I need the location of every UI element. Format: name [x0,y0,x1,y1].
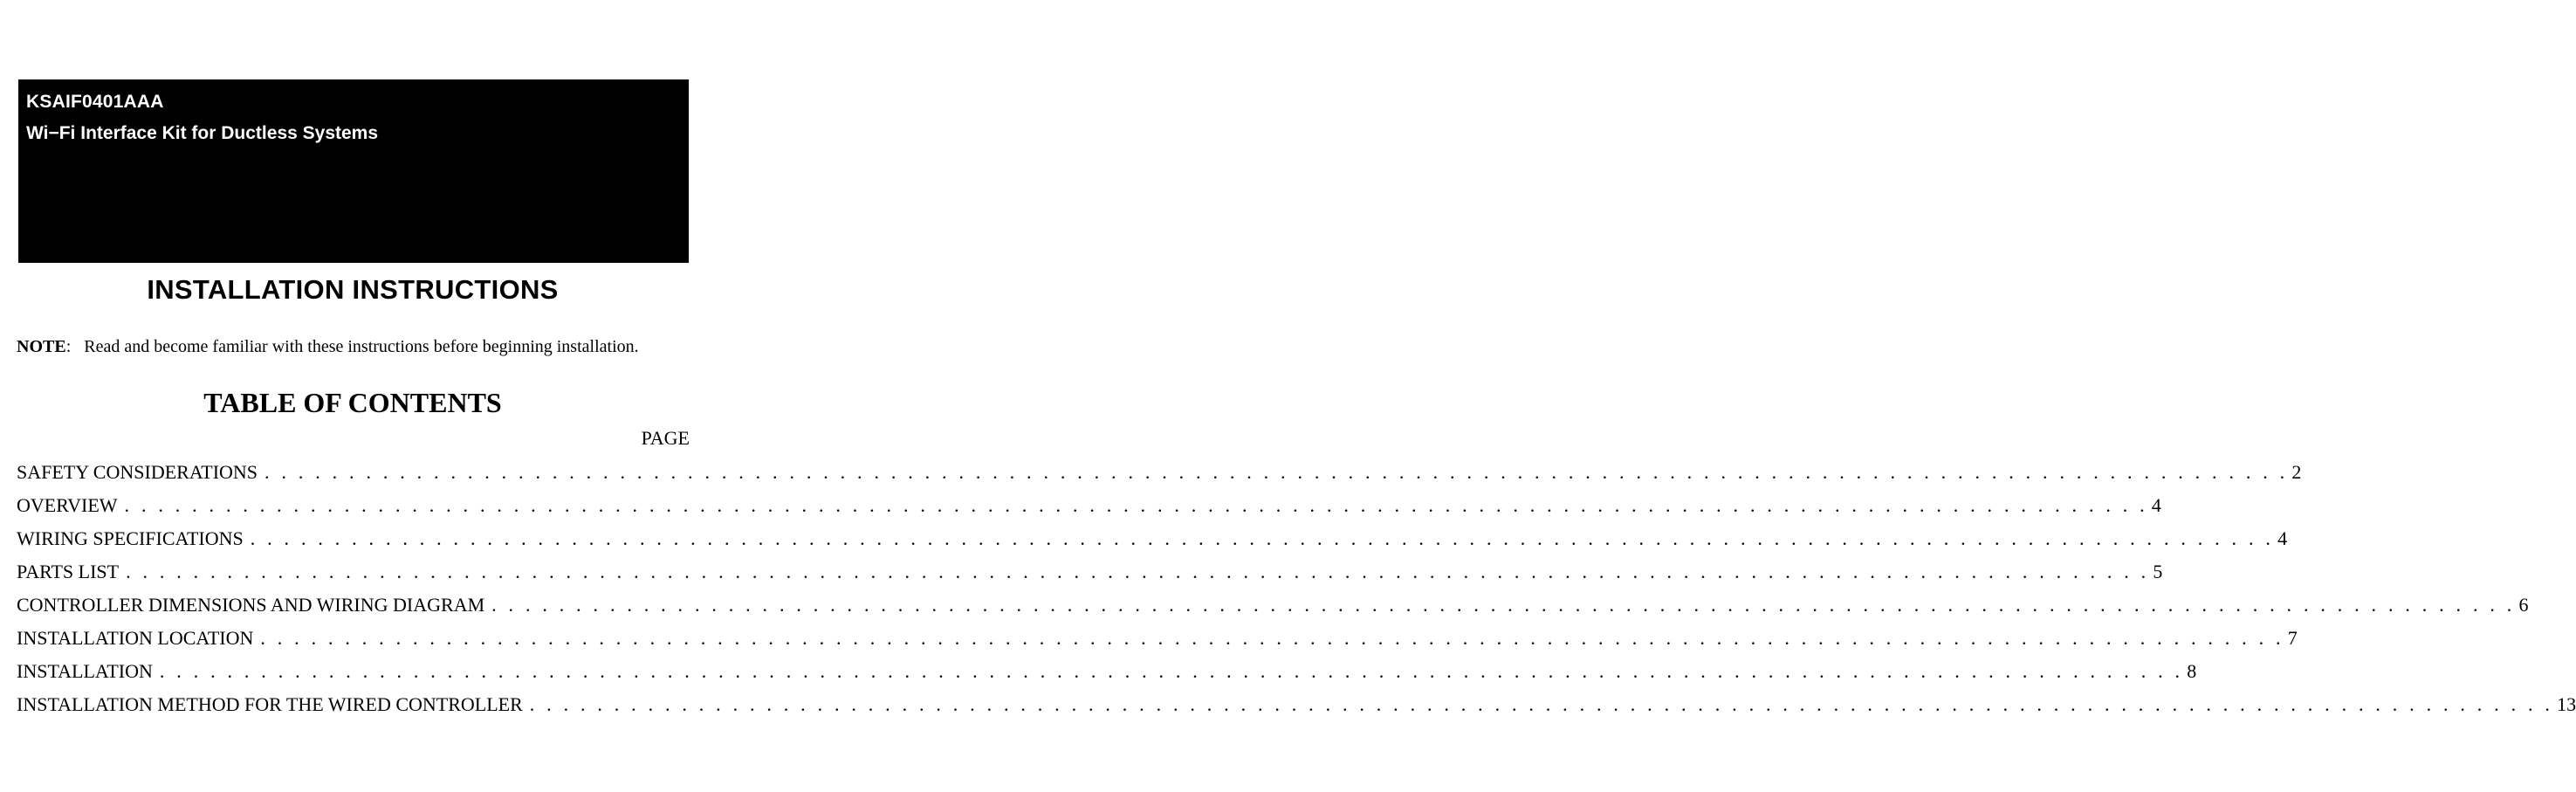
toc-leader-dots: . . . . . . . . . . . . . . . . . . . . . . . . . . . . . . . . . . . . . . . . . . . . . . . . . . . . . . . . . . . . . . . . . . . . . . . . . . . . . . . . . . . . . . . . . . . . . . . . . . . . . . . . . . . . . . . . . . . . . . . . [250,527,2275,549]
note-paragraph [17,335,693,358]
toc-list [17,459,2576,725]
toc-entry-label: INSTALLATION LOCATION [17,627,254,649]
model-code: KSAIF0401AAA [26,92,164,112]
toc-page-heading: PAGE [641,427,690,449]
toc-entry-label: SAFETY CONSIDERATIONS [17,461,258,483]
toc-entry[interactable] [17,559,2163,592]
toc-entry-label: PARTS LIST [17,561,120,582]
product-name: Wi−Fi Interface Kit for Ductless Systems [26,123,379,143]
toc-entry[interactable] [17,459,2302,492]
toc-entry-label: CONTROLLER DIMENSIONS AND WIRING DIAGRAM [17,594,485,616]
toc-entry-label: INSTALLATION METHOD FOR THE WIRED CONTROLLER [17,693,523,715]
toc-entry[interactable] [17,492,2161,526]
toc-entry[interactable] [17,692,2576,725]
toc-entry-page: 4 [2277,527,2288,549]
note-label: NOTE [17,337,66,356]
toc-leader-dots: . . . . . . . . . . . . . . . . . . . . . . . . . . . . . . . . . . . . . . . . . . . . . . . . . . . . . . . . . . . . . . . . . . . . . . . . . . . . . . . . . . . . . . . . . . . . . . . . . . . . . . . . . . . . . . . . . . . . . . . . [159,660,2184,682]
toc-entry[interactable] [17,526,2288,559]
toc-entry-page: 6 [2518,594,2529,616]
toc-leader-dots: . . . . . . . . . . . . . . . . . . . . . . . . . . . . . . . . . . . . . . . . . . . . . . . . . . . . . . . . . . . . . . . . . . . . . . . . . . . . . . . . . . . . . . . . . . . . . . . . . . . . . . . . . . . . . . . . . . . . . . . . [260,627,2284,649]
toc-entry-page: 13 [2557,693,2576,715]
toc-entry[interactable] [17,658,2197,692]
note-text: Read and become familiar with these instructions before beginning installation. [84,337,639,356]
toc-leader-dots: . . . . . . . . . . . . . . . . . . . . . . . . . . . . . . . . . . . . . . . . . . . . . . . . . . . . . . . . . . . . . . . . . . . . . . . . . . . . . . . . . . . . . . . . . . . . . . . . . . . . . . . . . . . . . . . . . . . . . . . . [126,561,2150,582]
toc-entry-page: 2 [2291,461,2302,483]
toc-entry-page: 5 [2153,561,2163,582]
header-banner [18,79,689,263]
toc-leader-dots: . . . . . . . . . . . . . . . . . . . . . . . . . . . . . . . . . . . . . . . . . . . . . . . . . . . . . . . . . . . . . . . . . . . . . . . . . . . . . . . . . . . . . . . . . . . . . . . . . . . . . . . . . . . . . . . . . . . . . . . . [124,494,2148,516]
toc-entry[interactable] [17,625,2298,658]
toc-entry-label: OVERVIEW [17,494,118,516]
note-colon: : [65,337,85,356]
toc-entry-page: 7 [2287,627,2298,649]
toc-entry-page: 4 [2151,494,2161,516]
toc-entry-label: INSTALLATION [17,660,153,682]
document-title: INSTALLATION INSTRUCTIONS [147,274,559,305]
toc-leader-dots: . . . . . . . . . . . . . . . . . . . . . . . . . . . . . . . . . . . . . . . . . . . . . . . . . . . . . . . . . . . . . . . . . . . . . . . . . . . . . . . . . . . . . . . . . . . . . . . . . . . . . . . . . . . . . . . . . . . . . . . . [529,693,2554,715]
toc-leader-dots: . . . . . . . . . . . . . . . . . . . . . . . . . . . . . . . . . . . . . . . . . . . . . . . . . . . . . . . . . . . . . . . . . . . . . . . . . . . . . . . . . . . . . . . . . . . . . . . . . . . . . . . . . . . . . . . . . . . . . . . . [264,461,2289,483]
toc-entry[interactable] [17,592,2529,625]
toc-leader-dots: . . . . . . . . . . . . . . . . . . . . . . . . . . . . . . . . . . . . . . . . . . . . . . . . . . . . . . . . . . . . . . . . . . . . . . . . . . . . . . . . . . . . . . . . . . . . . . . . . . . . . . . . . . . . . . . . . . . . . . . . [491,594,2516,616]
toc-entry-label: WIRING SPECIFICATIONS [17,527,244,549]
toc-title: TABLE OF CONTENTS [203,387,502,418]
toc-entry-page: 8 [2187,660,2197,682]
